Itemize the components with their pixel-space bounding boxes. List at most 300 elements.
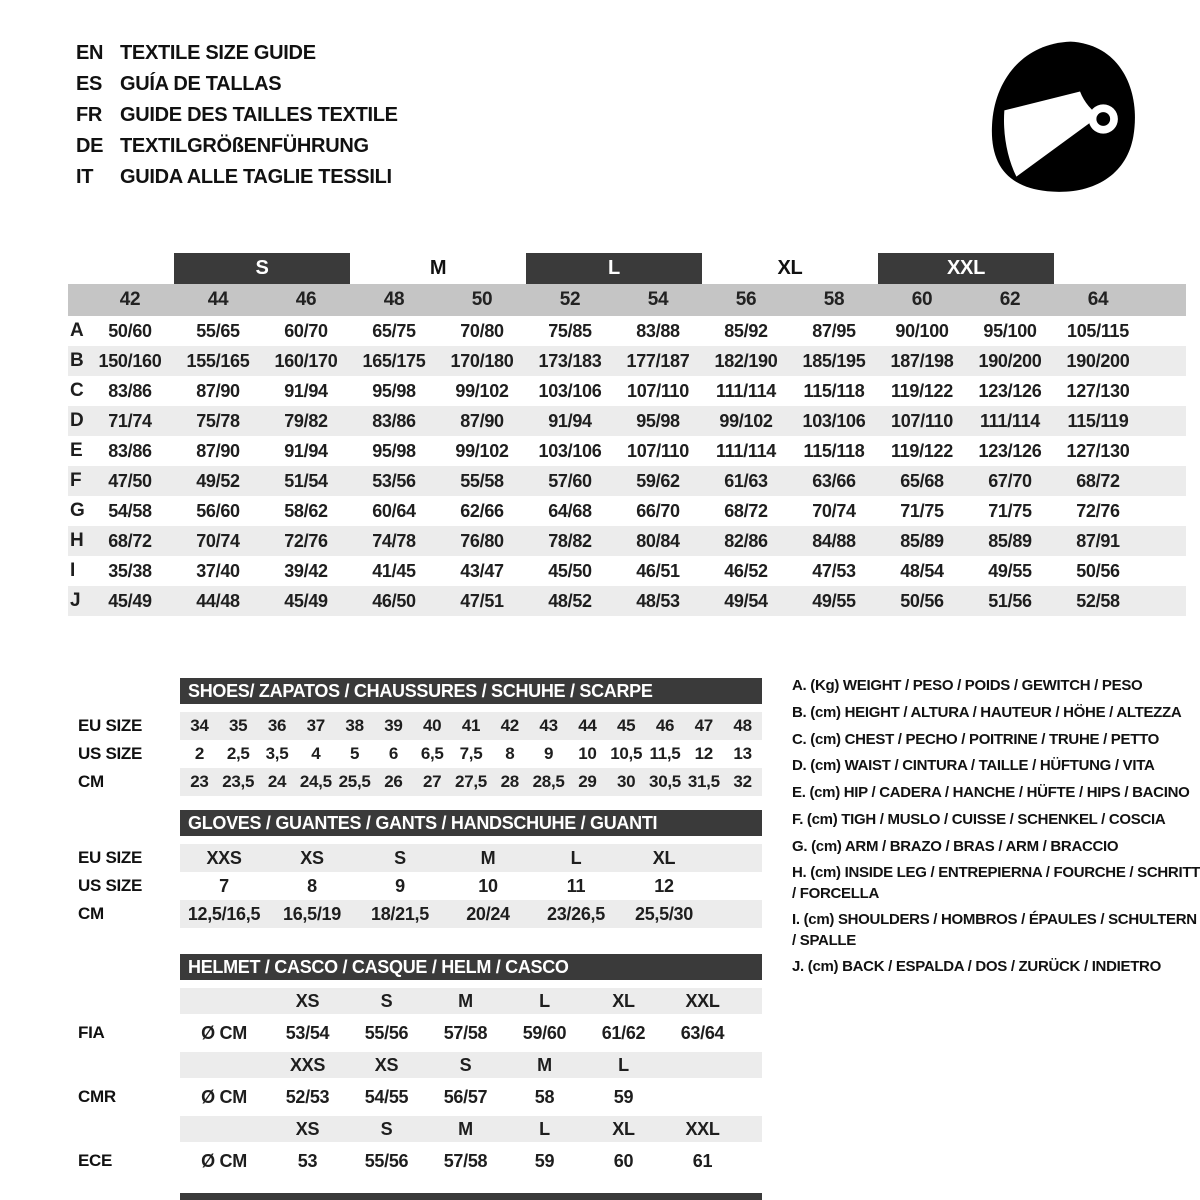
- lang-row-fr: [76, 100, 398, 131]
- helmet-cm: 55/56: [364, 1022, 409, 1043]
- size-column-label: 42: [119, 289, 141, 310]
- glove-us-size: 9: [395, 875, 405, 896]
- shoe-cm: 24: [267, 772, 287, 791]
- lang-code: FR: [76, 104, 103, 126]
- size-value: 70/80: [460, 320, 504, 341]
- measurement-legend: [792, 676, 1200, 984]
- size-value: 58/62: [284, 500, 328, 521]
- size-value: 190/200: [978, 350, 1042, 371]
- size-value: 115/118: [803, 380, 865, 401]
- legend-item: H. (cm) INSIDE LEG / ENTREPIERNA / FOURCHE / SCHRITT / FORCELLA: [792, 864, 1200, 902]
- glove-eu-size: M: [480, 847, 496, 868]
- size-value: 64/68: [548, 500, 592, 521]
- size-value: 165/175: [362, 350, 426, 371]
- helmet-fia-sizes: [180, 988, 762, 1014]
- gloves-eu-size-row: [66, 844, 766, 872]
- helmet-ece-sizes: [180, 1116, 762, 1142]
- glove-cm: 12,5/16,5: [187, 903, 261, 924]
- size-value: 52/58: [1076, 590, 1120, 611]
- size-value: 91/94: [284, 380, 328, 401]
- size-column-label: 58: [823, 289, 845, 310]
- cutoff-section-bar: [180, 1193, 762, 1200]
- lang-row-en: [76, 38, 398, 69]
- size-value: 83/86: [108, 380, 152, 401]
- size-value: 50/56: [1076, 560, 1120, 581]
- footwear-gloves-helmet-tables: [66, 678, 766, 1180]
- helmet-ece-sizes-row: [66, 1116, 766, 1142]
- size-value: 127/130: [1066, 380, 1130, 401]
- helmet-cm: 63/64: [680, 1022, 725, 1043]
- lang-code: EN: [76, 42, 104, 64]
- shoe-cm: 30: [617, 772, 636, 791]
- size-table-row-a: [68, 316, 1186, 346]
- size-value: 47/50: [108, 470, 152, 491]
- size-value: 70/74: [196, 530, 240, 551]
- glove-cm: 25,5/30: [635, 903, 693, 924]
- shoe-cm: 31,5: [687, 772, 720, 791]
- size-value: 115/119: [1067, 410, 1129, 431]
- lang-title: TEXTILGRÖßENFÜHRUNG: [120, 135, 369, 157]
- lang-row-it: [76, 162, 398, 193]
- size-value: 68/72: [1076, 470, 1120, 491]
- size-value: 76/80: [460, 530, 504, 551]
- lang-title: GUIDA ALLE TAGLIE TESSILI: [120, 166, 392, 188]
- size-table-row-f: [68, 466, 1186, 496]
- size-value: 45/50: [548, 560, 592, 581]
- size-value: 119/122: [891, 440, 953, 461]
- size-value: 84/88: [812, 530, 856, 551]
- row-letter: H: [70, 530, 84, 551]
- textile-size-table: [68, 253, 1186, 616]
- size-value: 55/65: [196, 320, 240, 341]
- size-table-row-j: [68, 586, 1186, 616]
- shoe-eu-size: 38: [345, 716, 364, 735]
- size-value: 61/63: [724, 470, 768, 491]
- shoe-cm: 26: [384, 772, 403, 791]
- glove-eu-size: XS: [300, 847, 324, 868]
- size-column-label: 46: [295, 289, 317, 310]
- size-group-m: M: [429, 257, 447, 279]
- glove-eu-size: S: [394, 847, 406, 868]
- size-value: 103/106: [538, 380, 602, 401]
- size-value: 49/54: [724, 590, 768, 611]
- shoe-cm: 23: [190, 772, 209, 791]
- racing-helmet-icon: [982, 36, 1154, 196]
- row-label: US SIZE: [78, 744, 143, 763]
- size-value: 48/54: [900, 560, 944, 581]
- size-column-label: 50: [471, 289, 493, 310]
- size-value: 63/66: [812, 470, 856, 491]
- size-value: 85/89: [988, 530, 1032, 551]
- size-value: 91/94: [284, 440, 328, 461]
- shoe-us-size: 10: [578, 744, 597, 763]
- helmet-size: XXL: [685, 990, 720, 1011]
- helmet-size: XXS: [289, 1054, 326, 1075]
- helmet-cm: 59/60: [522, 1022, 567, 1043]
- shoes-cm-row: [66, 768, 766, 796]
- size-column-label: 52: [559, 289, 581, 310]
- size-value: 111/114: [716, 440, 776, 461]
- helmet-cmr-values: [180, 1078, 762, 1116]
- size-table-row-c: [68, 376, 1186, 406]
- lang-code: ES: [76, 73, 103, 95]
- helmet-size: S: [380, 990, 393, 1011]
- helmet-size: XL: [612, 990, 635, 1011]
- size-value: 107/110: [627, 380, 689, 401]
- shoe-eu-size: 44: [578, 716, 597, 735]
- shoe-eu-size: 41: [461, 716, 481, 735]
- lang-title: GUÍA DE TALLAS: [120, 73, 282, 95]
- helmet-size: L: [539, 1118, 550, 1139]
- size-value: 85/89: [900, 530, 944, 551]
- size-value: 105/115: [1067, 320, 1129, 341]
- helmet-size: XXL: [685, 1118, 720, 1139]
- size-value: 87/90: [196, 380, 240, 401]
- shoes-cm-values: [180, 768, 762, 796]
- shoe-eu-size: 34: [190, 716, 209, 735]
- size-column-label: 62: [999, 289, 1021, 310]
- glove-us-size: 12: [654, 875, 674, 896]
- size-value: 39/42: [284, 560, 328, 581]
- gloves-eu-values: [180, 844, 762, 872]
- size-value: 103/106: [538, 440, 602, 461]
- glove-cm: 18/21,5: [371, 903, 429, 924]
- size-value: 45/49: [108, 590, 152, 611]
- size-value: 155/165: [186, 350, 250, 371]
- glove-us-size: 8: [307, 875, 317, 896]
- size-value: 107/110: [627, 440, 689, 461]
- size-table-row-i: [68, 556, 1186, 586]
- size-value: 57/60: [548, 470, 592, 491]
- size-value: 173/183: [538, 350, 602, 371]
- size-value: 54/58: [108, 500, 152, 521]
- size-value: 68/72: [724, 500, 768, 521]
- shoe-us-size: 4: [311, 744, 321, 763]
- helmet-size: S: [380, 1118, 393, 1139]
- glove-eu-size: XL: [652, 847, 676, 868]
- size-value: 103/106: [802, 410, 866, 431]
- size-value: 41/45: [372, 560, 416, 581]
- size-value: 70/74: [812, 500, 856, 521]
- size-group-l: L: [526, 253, 702, 284]
- helmet-size: L: [539, 990, 550, 1011]
- size-value: 82/86: [724, 530, 768, 551]
- helmet-cm: 58: [534, 1086, 555, 1107]
- size-value: 46/51: [636, 560, 680, 581]
- row-letter: D: [70, 410, 84, 431]
- shoe-us-size: 5: [350, 744, 360, 763]
- legend-item: C. (cm) CHEST / PECHO / POITRINE / TRUHE / PETTO: [792, 730, 1160, 748]
- size-value: 50/60: [108, 320, 152, 341]
- gloves-section-title: GLOVES / GUANTES / GANTS / HANDSCHUHE / GUANTI: [180, 810, 762, 836]
- size-value: 83/86: [372, 410, 416, 431]
- shoe-us-size: 2: [194, 744, 204, 763]
- shoe-cm: 23,5: [222, 772, 255, 791]
- size-value: 35/38: [108, 560, 152, 581]
- shoe-us-size: 10,5: [610, 744, 643, 763]
- size-value: 67/70: [988, 470, 1032, 491]
- size-value: 123/126: [978, 380, 1042, 401]
- shoes-eu-size-row: [66, 712, 766, 740]
- size-value: 46/52: [724, 560, 768, 581]
- size-value: 59/62: [636, 470, 680, 491]
- helmet-cm: 60: [613, 1150, 634, 1171]
- size-group-header-row: [68, 253, 1186, 284]
- row-letter: F: [70, 470, 82, 491]
- shoe-eu-size: 39: [384, 716, 403, 735]
- helmet-cm: 56/57: [443, 1086, 488, 1107]
- standard-label: ECE: [78, 1151, 113, 1170]
- size-value: 45/49: [284, 590, 328, 611]
- row-letter: J: [70, 590, 81, 611]
- size-value: 160/170: [274, 350, 338, 371]
- size-value: 123/126: [978, 440, 1042, 461]
- size-table-row-b: [68, 346, 1186, 376]
- size-value: 150/160: [98, 350, 162, 371]
- size-value: 55/58: [460, 470, 504, 491]
- legend-item: D. (cm) WAIST / CINTURA / TAILLE / HÜFTUNG / VITA: [792, 757, 1155, 775]
- size-value: 71/74: [108, 410, 152, 431]
- shoe-cm: 32: [733, 772, 752, 791]
- size-value: 47/53: [812, 560, 856, 581]
- shoe-us-size: 6: [388, 744, 398, 763]
- helmet-ece-values: [180, 1142, 762, 1180]
- shoe-us-size: 2,5: [226, 744, 250, 763]
- legend-item: G. (cm) ARM / BRAZO / BRAS / ARM / BRACCIO: [792, 837, 1119, 855]
- helmet-size: XS: [374, 1054, 399, 1075]
- shoe-eu-size: 47: [694, 716, 713, 735]
- size-value: 177/187: [626, 350, 690, 371]
- helmet-cm: 55/56: [364, 1150, 409, 1171]
- shoe-us-size: 8: [505, 744, 515, 763]
- size-value: 49/52: [196, 470, 240, 491]
- helmet-cm: 57/58: [443, 1150, 488, 1171]
- lang-title: GUIDE DES TAILLES TEXTILE: [120, 104, 398, 126]
- size-value: 83/88: [636, 320, 680, 341]
- row-label: EU SIZE: [78, 716, 143, 735]
- gloves-us-values: [180, 872, 762, 900]
- row-letter: G: [70, 500, 85, 521]
- row-label: EU SIZE: [78, 848, 143, 867]
- glove-us-size: 7: [219, 875, 229, 896]
- size-value: 53/56: [372, 470, 416, 491]
- helmet-cm: 59: [613, 1086, 634, 1107]
- size-value: 56/60: [196, 500, 240, 521]
- size-value: 49/55: [812, 590, 856, 611]
- language-title-list: [76, 38, 398, 193]
- legend-item: F. (cm) TIGH / MUSLO / CUISSE / SCHENKEL / COSCIA: [792, 810, 1166, 828]
- shoe-cm: 28,5: [532, 772, 565, 791]
- size-table-row-h: [68, 526, 1186, 556]
- helmet-section-title: HELMET / CASCO / CASQUE / HELM / CASCO: [180, 954, 762, 980]
- shoes-us-values: [180, 740, 762, 768]
- shoes-section-title: SHOES/ ZAPATOS / CHAUSSURES / SCHUHE / SCARPE: [180, 678, 762, 704]
- size-value: 182/190: [714, 350, 778, 371]
- size-group-s: S: [174, 253, 350, 284]
- legend-item: A. (Kg) WEIGHT / PESO / POIDS / GEWITCH / PESO: [792, 677, 1143, 694]
- shoe-us-size: 3,5: [265, 744, 289, 763]
- shoes-eu-values: [180, 712, 762, 740]
- size-value: 190/200: [1066, 350, 1130, 371]
- size-value: 48/52: [548, 590, 592, 611]
- shoe-us-size: 9: [544, 744, 554, 763]
- size-column-label: 64: [1087, 289, 1109, 310]
- helmet-cm: 57/58: [443, 1022, 488, 1043]
- helmet-cm: 52/53: [285, 1086, 330, 1107]
- helmet-cm: 59: [534, 1150, 555, 1171]
- shoe-us-size: 12: [694, 744, 713, 763]
- size-value: 65/68: [900, 470, 944, 491]
- size-value: 75/78: [196, 410, 240, 431]
- gloves-cm-row: [66, 900, 766, 928]
- size-table-row-d: [68, 406, 1186, 436]
- size-columns-row: [68, 284, 1186, 316]
- glove-cm: 23/26,5: [547, 903, 605, 924]
- shoe-eu-size: 42: [500, 716, 519, 735]
- helmet-size: XL: [612, 1118, 635, 1139]
- shoe-eu-size: 43: [539, 716, 558, 735]
- size-value: 115/118: [803, 440, 865, 461]
- helmet-size: M: [537, 1054, 552, 1075]
- size-value: 185/195: [802, 350, 866, 371]
- size-table-row-g: [68, 496, 1186, 526]
- size-value: 68/72: [108, 530, 152, 551]
- glove-cm: 20/24: [466, 903, 510, 924]
- helmet-cmr-sizes: [180, 1052, 762, 1078]
- helmet-cmr-values-row: [66, 1078, 766, 1116]
- size-value: 83/86: [108, 440, 152, 461]
- lang-row-es: [76, 69, 398, 100]
- row-letter: E: [70, 440, 83, 461]
- legend-item: I. (cm) SHOULDERS / HOMBROS / ÉPAULES / SCHULTERN / SPALLE: [792, 911, 1197, 949]
- helmet-fia-values: [180, 1014, 762, 1052]
- row-letter: C: [70, 380, 84, 401]
- shoe-cm: 28: [500, 772, 519, 791]
- row-label: CM: [78, 772, 104, 791]
- lang-title: TEXTILE SIZE GUIDE: [120, 42, 316, 64]
- shoe-eu-size: 37: [306, 716, 325, 735]
- shoe-cm: 27: [423, 772, 442, 791]
- lang-code: DE: [76, 135, 104, 157]
- shoe-eu-size: 36: [267, 716, 287, 735]
- shoe-cm: 29: [578, 772, 597, 791]
- size-value: 111/114: [716, 380, 776, 401]
- diameter-unit: Ø CM: [201, 1150, 247, 1171]
- size-value: 74/78: [372, 530, 416, 551]
- helmet-cmr-sizes-row: [66, 1052, 766, 1078]
- size-column-label: 48: [383, 289, 405, 310]
- size-value: 72/76: [1076, 500, 1120, 521]
- size-value: 95/98: [372, 440, 416, 461]
- diameter-unit: Ø CM: [201, 1022, 247, 1043]
- size-value: 87/95: [812, 320, 856, 341]
- helmet-cm: 53/54: [285, 1022, 330, 1043]
- size-value: 60/70: [284, 320, 328, 341]
- helmet-cm: 61/62: [601, 1022, 646, 1043]
- size-value: 90/100: [895, 320, 949, 341]
- helmet-size: S: [459, 1054, 472, 1075]
- size-value: 95/98: [636, 410, 680, 431]
- size-value: 37/40: [196, 560, 240, 581]
- shoe-eu-size: 40: [423, 716, 442, 735]
- shoe-eu-size: 46: [655, 716, 675, 735]
- size-value: 75/85: [548, 320, 592, 341]
- shoe-eu-size: 48: [733, 716, 752, 735]
- helmet-fia-sizes-row: [66, 988, 766, 1014]
- size-value: 87/90: [196, 440, 240, 461]
- shoe-cm: 25,5: [338, 772, 371, 791]
- shoe-us-size: 6,5: [420, 744, 444, 763]
- glove-us-size: 11: [566, 875, 586, 896]
- size-value: 119/122: [891, 380, 953, 401]
- legend-item: J. (cm) BACK / ESPALDA / DOS / ZURÜCK / INDIETRO: [792, 958, 1161, 976]
- size-value: 65/75: [372, 320, 416, 341]
- size-value: 49/55: [988, 560, 1032, 581]
- helmet-size: M: [458, 1118, 473, 1139]
- helmet-size: XS: [295, 990, 320, 1011]
- size-value: 50/56: [900, 590, 944, 611]
- legend-item: E. (cm) HIP / CADERA / HANCHE / HÜFTE / HIPS / BACINO: [792, 784, 1190, 801]
- size-column-label: 54: [647, 289, 669, 310]
- standard-label: CMR: [78, 1087, 116, 1106]
- size-value: 95/100: [983, 320, 1037, 341]
- size-value: 87/90: [460, 410, 504, 431]
- size-value: 43/47: [460, 560, 504, 581]
- size-column-label: 44: [207, 289, 229, 310]
- size-value: 71/75: [988, 500, 1032, 521]
- size-value: 99/102: [455, 440, 509, 461]
- shoe-us-size: 13: [733, 744, 752, 763]
- size-value: 80/84: [636, 530, 680, 551]
- size-value: 66/70: [636, 500, 680, 521]
- row-letter: A: [70, 320, 84, 341]
- glove-eu-size: XXS: [206, 847, 242, 868]
- size-value: 99/102: [719, 410, 773, 431]
- size-value: 91/94: [548, 410, 592, 431]
- glove-us-size: 10: [478, 875, 498, 896]
- standard-label: FIA: [78, 1023, 105, 1042]
- size-value: 107/110: [891, 410, 953, 431]
- gloves-cm-values: [180, 900, 762, 928]
- size-group-xxl: XXL: [878, 253, 1054, 284]
- size-value: 127/130: [1066, 440, 1130, 461]
- size-value: 47/51: [460, 590, 504, 611]
- helmet-size: XS: [295, 1118, 320, 1139]
- helmet-size: L: [618, 1054, 629, 1075]
- size-value: 44/48: [196, 590, 240, 611]
- lang-row-de: [76, 131, 398, 162]
- shoes-us-size-row: [66, 740, 766, 768]
- helmet-size: M: [458, 990, 473, 1011]
- size-value: 60/64: [372, 500, 416, 521]
- size-value: 46/50: [372, 590, 416, 611]
- row-letter: B: [70, 350, 84, 371]
- shoe-us-size: 7,5: [459, 744, 483, 763]
- size-value: 78/82: [548, 530, 592, 551]
- size-value: 99/102: [455, 380, 509, 401]
- size-value: 62/66: [460, 500, 504, 521]
- size-value: 71/75: [900, 500, 944, 521]
- size-value: 87/91: [1076, 530, 1120, 551]
- shoe-cm: 27,5: [455, 772, 487, 791]
- row-letter: I: [70, 560, 75, 581]
- row-label: US SIZE: [78, 876, 143, 895]
- gloves-us-size-row: [66, 872, 766, 900]
- helmet-cm: 54/55: [364, 1086, 409, 1107]
- size-column-label: 60: [911, 289, 933, 310]
- size-value: 48/53: [636, 590, 680, 611]
- size-value: 72/76: [284, 530, 328, 551]
